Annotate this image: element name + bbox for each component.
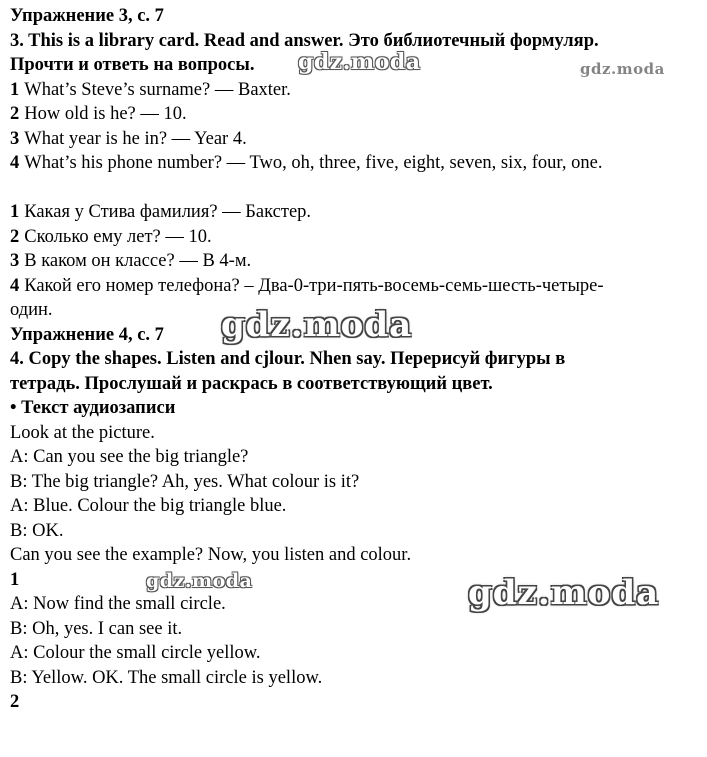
document-page	[10, 4, 704, 715]
exercise-3-task-cont: Прочти и ответь на вопросы.	[10, 55, 255, 75]
dialogue-line: Look at the picture.	[10, 422, 155, 443]
watermark-logo: gdz.moda	[146, 570, 253, 592]
answer-ru-4-cont: один.	[10, 300, 53, 320]
exercise-3-heading: Упражнение 3, с. 7	[10, 6, 164, 26]
watermark-logo: gdz.moda	[298, 49, 421, 75]
watermark-logo: gdz.moda	[468, 573, 660, 613]
answer-ru-4: 4 Какой его номер телефона? – Два-0-три-пять-восемь-семь-шесть-четыре-	[10, 275, 604, 296]
exercise-4-heading: Упражнение 4, с. 7	[10, 324, 164, 345]
part-1-line: A: Now find the small circle.	[10, 594, 226, 614]
part-1-number: 1	[10, 569, 20, 590]
watermark-logo: gdz.moda	[221, 305, 413, 345]
answer-ru-3: 3 В каком он классе? — В 4-м.	[10, 251, 252, 271]
answer-en-4: 4 What’s his phone number? — Two, oh, three, five, eight, seven, six, four, one.	[10, 153, 603, 173]
exercise-4-task-cont: тетрадь. Прослушай и раскрась в соответствующий цвет.	[10, 373, 493, 394]
dialogue-line: A: Blue. Colour the big triangle blue.	[10, 496, 287, 516]
part-1-line: B: Oh, yes. I can see it.	[10, 618, 183, 639]
answer-en-3: 3 What year is he in? — Year 4.	[10, 128, 247, 149]
exercise-3-task: 3. This is a library card. Read and answer. Это библиотечный формуляр.	[10, 30, 599, 51]
part-1-line: B: Yellow. OK. The small circle is yellow.	[10, 667, 323, 688]
part-2-number: 2	[10, 692, 20, 712]
answer-ru-2: 2 Сколько ему лет? — 10.	[10, 226, 212, 247]
dialogue-line: B: OK.	[10, 520, 64, 541]
blank-line	[10, 176, 704, 201]
answer-ru-1: 1 Какая у Стива фамилия? — Бакстер.	[10, 202, 312, 222]
audio-heading: • Текст аудиозаписи	[10, 398, 176, 418]
answer-en-1: 1 What’s Steve’s surname? — Baxter.	[10, 79, 291, 100]
dialogue-line: A: Can you see the big triangle?	[10, 447, 249, 467]
watermark-logo: gdz.moda	[580, 60, 665, 78]
dialogue-line: Can you see the example? Now, you listen and colour.	[10, 545, 412, 565]
exercise-4-task: 4. Copy the shapes. Listen and cjlour. Nhen say. Перерисуй фигуры в	[10, 349, 566, 369]
dialogue-line: B: The big triangle? Ah, yes. What colour is it?	[10, 471, 360, 492]
answer-en-2: 2 How old is he? — 10.	[10, 104, 187, 124]
part-1-line: A: Colour the small circle yellow.	[10, 643, 261, 663]
